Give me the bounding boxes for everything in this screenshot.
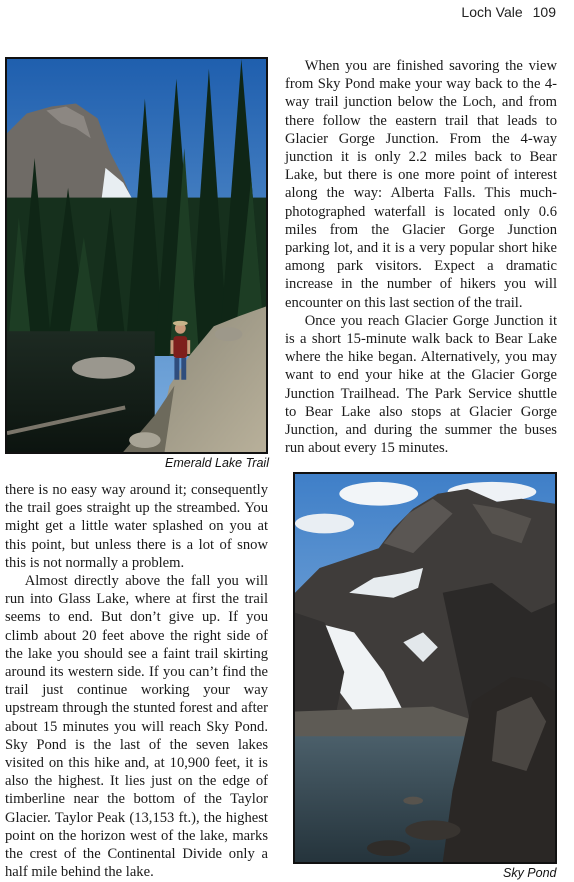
left-column-text (5, 481, 268, 881)
running-header (461, 4, 556, 20)
right-column-text (285, 57, 557, 457)
sky-pond-caption: Sky Pond (503, 866, 557, 880)
paragraph: Almost directly above the fall you will run into Glass Lake, where at first the trail seems to end. But don’t give up. If you climb about 20 feet above the right side of the lake you should see a faint trail skirting around its western side. If you can’t find the trail just continue working your way upstream through the stunted forest and after about 15 minutes you will reach Sky Pond. Sky Pond is the last of the seven lakes visited on this hike and, at 10,900 feet, it is also the highest. It lies just on the edge of timberline near the bottom of the Taylor Glacier. Taylor Peak (13,153 ft.), the highest point on the horizon west of the lake, marks the crest of the Continental Divide only a half mile behind the lake. (5, 573, 268, 881)
sky-pond-photo (293, 472, 557, 864)
emerald-lake-trail-photo (5, 57, 268, 454)
sky-pond-image (295, 474, 555, 862)
emerald-lake-trail-image (7, 59, 266, 452)
paragraph: there is no easy way around it; consequently the trail goes straight up the streambed. You might get a little water splashed on you at this point, but unless there is a lot of snow this is not normally a problem. (5, 482, 268, 571)
running-title: Loch Vale (461, 4, 523, 20)
emerald-lake-trail-caption: Emerald Lake Trail (165, 456, 269, 470)
paragraph: When you are finished savoring the view from Sky Pond make your way back to the 4-way trail junction below the Loch, and from there follow the eastern trail that leads to Glacier Gorge Junction. From the 4-way junction it is only 2.2 miles back to Bear Lake, but there is one more point of interest along the way: Alberta Falls. This much-photographed waterfall is located only 0.6 miles from the Glacier Gorge Junction parking lot, and it is a very popular short hike among park visitors. Expect a dramatic increase in the number of hikers you will encounter on this last section of the trail. (285, 58, 557, 311)
page-number: 109 (532, 4, 556, 20)
paragraph: Once you reach Glacier Gorge Junction it is a short 15-minute walk back to Bear Lake where the hike began. Alternatively, you may want to end your hike at the Glacier Gorge Junction Trailhead. The Park Service shuttle to Bear Lake also stops at Glacier Gorge Junction, and during the summer the buses run about every 15 minutes. (285, 312, 557, 457)
